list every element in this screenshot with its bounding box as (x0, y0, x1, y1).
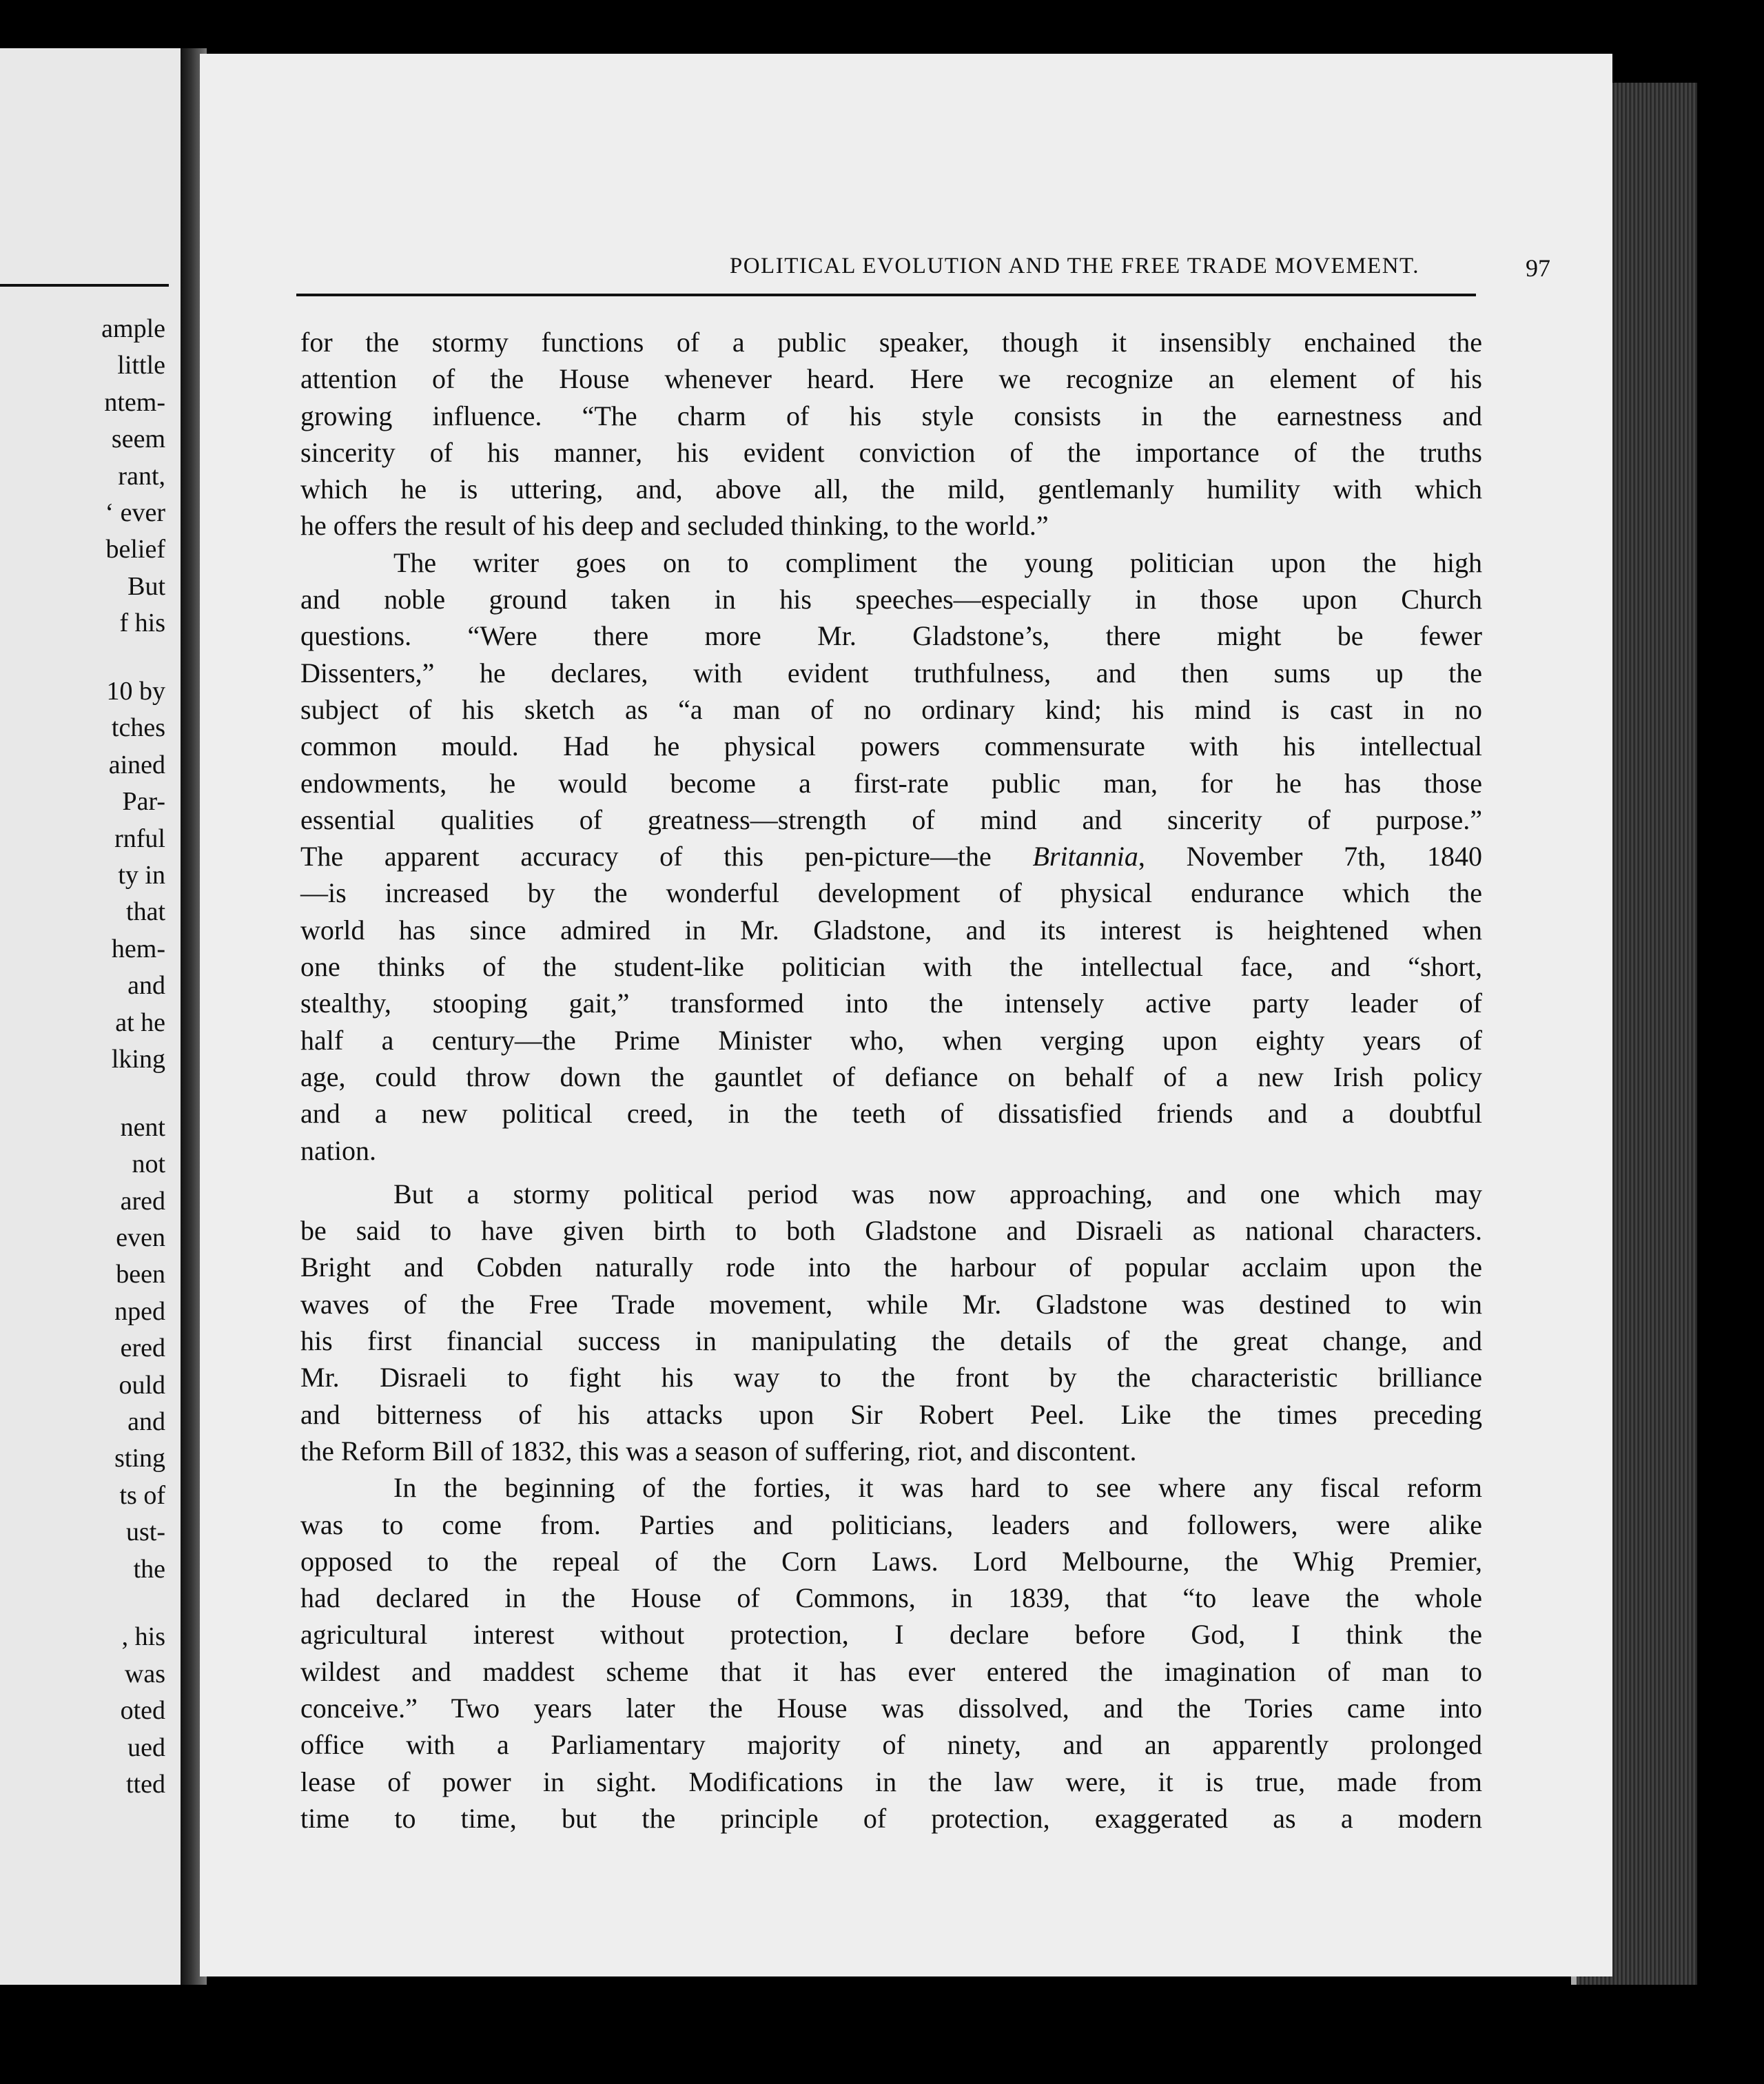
left-page-fragment: tted (126, 1769, 165, 1799)
text-line: half a century—the Prime Minister who, when verging upon eighty years of (300, 1024, 1482, 1056)
text-line: and noble ground taken in his speeches—especially in those upon Church (300, 584, 1482, 615)
left-page-fragment: even (116, 1223, 165, 1252)
left-page-fragment: tches (111, 713, 165, 743)
left-page-fragment: ered (120, 1334, 165, 1363)
text-line: lease of power in sight. Modifications in the law were, it is true, made from (300, 1766, 1482, 1797)
running-head-title: POLITICAL EVOLUTION AND THE FREE TRADE MOVEMENT. (729, 254, 1419, 278)
text-line: stealthy, stooping gait,” transformed into the intensely active party leader of (300, 988, 1482, 1019)
text-line: essential qualities of greatness—strength of mind and sincerity of purpose.” (300, 804, 1482, 835)
pen-mark (1506, 580, 1612, 691)
left-page-fragment: ts of (119, 1480, 165, 1510)
left-page-fragment: ty in (118, 860, 165, 890)
left-page-fragment: rnful (114, 824, 165, 853)
text-line: and a new political creed, in the teeth of dissatisfied friends and a doubtful (300, 1098, 1482, 1130)
left-page-fragment: was (124, 1659, 165, 1688)
left-page-fragment: the (133, 1554, 165, 1584)
left-facing-page (0, 48, 183, 1985)
text-line: be said to have given birth to both Gladstone and Disraeli as national characters. (300, 1215, 1482, 1247)
left-page-fragment: Par- (122, 787, 165, 817)
left-page-fragment: that (126, 897, 165, 927)
text-line: wildest and maddest scheme that it has ever entered the imagination of man to (300, 1655, 1482, 1687)
left-page-fragment: sting (114, 1444, 165, 1473)
paragraph (300, 1176, 1482, 1469)
left-page-fragment: belief (105, 535, 165, 564)
text-line: Mr. Disraeli to fight his way to the front by the characteristic brilliance (300, 1362, 1482, 1393)
left-page-fragment: ued (127, 1733, 165, 1762)
text-line: his first financial success in manipulating the details of the great change, and (300, 1325, 1482, 1357)
left-page-fragment: been (116, 1260, 165, 1289)
left-page-fragment: , his (121, 1622, 165, 1652)
left-page-fragment: ust- (126, 1518, 165, 1547)
left-page-fragment: f his (119, 609, 165, 638)
left-page-fragment: nent (120, 1112, 165, 1142)
text-line: had declared in the House of Commons, in 1839, that “to leave the whole (300, 1582, 1482, 1614)
left-page-fragment: at he (115, 1008, 165, 1037)
left-page-text-fragments (0, 48, 165, 1985)
left-page-fragment: ould (119, 1370, 165, 1400)
text-line: one thinks of the student-like politician with the intellectual face, and “short, (300, 951, 1482, 983)
text-line: world has since admired in Mr. Gladstone, and its interest is heightened when (300, 914, 1482, 946)
left-page-fragment: ared (120, 1186, 165, 1216)
text-line: The writer goes on to compliment the young politician upon the high (393, 546, 1482, 578)
left-page-fragment: oted (120, 1696, 165, 1726)
page-number: 97 (1526, 254, 1550, 282)
left-page-fragment: ntem- (104, 387, 165, 417)
text-line: Bright and Cobden naturally rode into the harbour of popular acclaim upon the (300, 1252, 1482, 1283)
text-line: waves of the Free Trade movement, while Mr. Gladstone was destined to win (300, 1288, 1482, 1320)
left-page-fragment: 10 by (106, 676, 165, 706)
text-line: office with a Parliamentary majority of ninety, and an apparently prolonged (300, 1729, 1482, 1761)
text-line: growing influence. “The charm of his style consists in the earnestness and (300, 400, 1482, 431)
left-page-fragment: ample (101, 314, 165, 343)
text-line: endowments, he would become a first-rate public man, for he has those (300, 767, 1482, 799)
text-line: —is increased by the wonderful development of physical endurance which the (300, 877, 1482, 909)
text-line: nation. (300, 1134, 376, 1166)
text-line: and bitterness of his attacks upon Sir Robert Peel. Like the times preceding (300, 1398, 1482, 1430)
left-page-fragment: not (132, 1150, 165, 1179)
left-page-fragment: ‘ ever (105, 498, 165, 527)
paragraph (300, 324, 1482, 544)
text-line: Dissenters,” he declares, with evident truthfulness, and then sums up the (300, 657, 1482, 688)
body-text (300, 324, 1482, 1837)
text-line: for the stormy functions of a public speaker, though it insensibly enchained the (300, 327, 1482, 358)
paragraph (300, 1469, 1482, 1837)
text-line: attention of the House whenever heard. Here we recognize an element of his (300, 363, 1482, 395)
text-line: In the beginning of the forties, it was hard to see where any fiscal reform (393, 1472, 1482, 1504)
left-page-fragment: ained (108, 750, 165, 779)
text-line: conceive.” Two years later the House was dissolved, and the Tories came into (300, 1692, 1482, 1724)
left-page-fragment: lking (111, 1044, 165, 1074)
text-line: subject of his sketch as “a man of no ordinary kind; his mind is cast in no (300, 693, 1482, 725)
running-head-rule (296, 294, 1476, 296)
text-line: he offers the result of his deep and secluded thinking, to the world.” (300, 510, 1049, 542)
text-line: agricultural interest without protection, I declare before God, I think the (300, 1619, 1482, 1651)
left-page-fragment: and (127, 1407, 165, 1436)
left-page-fragment: nped (114, 1296, 165, 1326)
paragraph (300, 544, 1482, 1169)
text-line: was to come from. Parties and politicians, leaders and followers, were alike (300, 1509, 1482, 1540)
left-page-fragment: rant, (118, 461, 165, 491)
left-page-fragment: hem- (111, 934, 165, 963)
text-line: questions. “Were there more Mr. Gladstone’s, there might be fewer (300, 620, 1482, 652)
text-line: sincerity of his manner, his evident conviction of the importance of the truths (300, 436, 1482, 468)
left-page-fragment: But (127, 571, 165, 601)
text-line: But a stormy political period was now approaching, and one which may (393, 1178, 1482, 1209)
running-head (296, 254, 1550, 309)
text-line: opposed to the repeal of the Corn Laws. Lord Melbourne, the Whig Premier, (300, 1545, 1482, 1577)
text-line: which he is uttering, and, above all, the mild, gentlemanly humility with which (300, 473, 1482, 505)
text-line: time to time, but the principle of protection, exaggerated as a modern (300, 1802, 1482, 1834)
right-page (200, 54, 1612, 1976)
left-page-fragment: and (127, 971, 165, 1001)
left-page-fragment: seem (111, 425, 165, 454)
text-line: The apparent accuracy of this pen-picture—the Britannia, November 7th, 1840 (300, 841, 1482, 872)
left-page-fragment: little (117, 351, 165, 380)
text-line: the Reform Bill of 1832, this was a season of suffering, riot, and discontent. (300, 1435, 1137, 1467)
text-line: age, could throw down the gauntlet of defiance on behalf of a new Irish policy (300, 1061, 1482, 1092)
text-line: common mould. Had he physical powers commensurate with his intellectual (300, 731, 1482, 762)
